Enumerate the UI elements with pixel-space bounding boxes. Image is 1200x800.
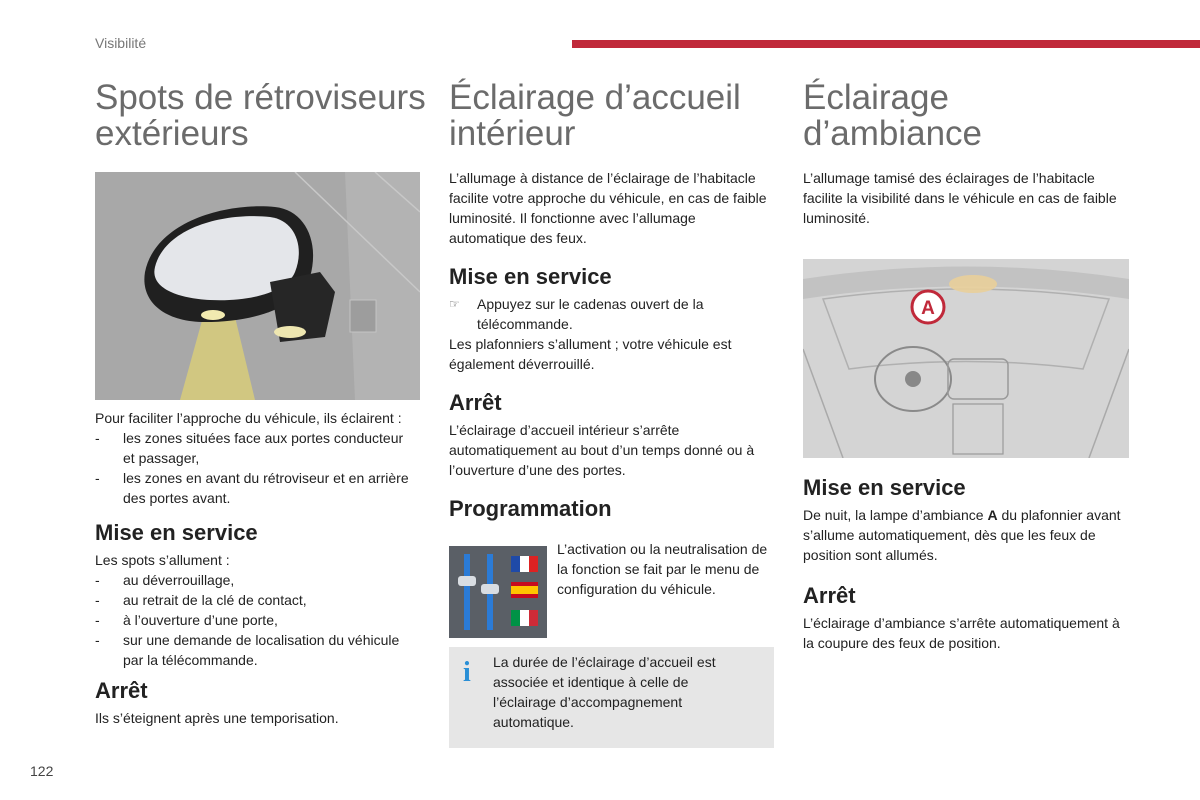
col1-s1-title: Mise en service (95, 520, 258, 545)
col1-s2-title: Arrêt (95, 678, 148, 703)
header-accent-bar (572, 40, 1200, 48)
config-menu-flags-icon (449, 546, 547, 638)
col3-s1-text (803, 505, 1128, 565)
s1-text-bold: A (987, 507, 998, 523)
col1-title: Spots de rétroviseurs extérieurs (95, 78, 426, 153)
list-item: ☞ Appuyez sur le cadenas ouvert de la télécommande. (449, 294, 776, 334)
col2-s1-title: Mise en service (449, 264, 612, 289)
col3-title: Éclairage d’ambiance (803, 78, 982, 153)
column-welcome-lighting (449, 80, 776, 522)
info-icon: i (463, 657, 471, 688)
col2-intro: L’allumage à distance de l’éclairage de l’habitacle facilite votre approche du véhicule, en cas de faible luminosité. Il fonctionne avec l’allumage automatique des feux. (449, 170, 767, 246)
image-label-a: A (921, 298, 935, 319)
column-ambient-lighting (803, 80, 1133, 228)
col2-s1-list (449, 294, 776, 334)
col3-intro: L’allumage tamisé des éclairages de l’habitacle facilite la visibilité dans le véhicule en cas de faible luminosité. (803, 170, 1117, 226)
list-item: - au déverrouillage, (95, 570, 415, 590)
col1-s1-intro: Les spots s’allument : (95, 552, 230, 568)
cabin-interior-illustration (803, 259, 1129, 458)
column-mirror-spots (95, 80, 430, 152)
list-item: - sur une demande de localisation du véhicule par la télécommande. (95, 630, 415, 670)
list-item: - les zones situées face aux portes conducteur et passager, (95, 428, 415, 468)
s1-text-post: du plafonnier avant s’allume automatiquement, dès que les feux de position sont allumés. (803, 507, 1121, 563)
col1-body (95, 408, 415, 728)
col1-intro-list (95, 428, 415, 508)
s1-text-pre: De nuit, la lampe d’ambiance (803, 507, 988, 523)
col2-s1-text: Les plafonniers s’allument ; votre véhicule est également déverrouillé. (449, 336, 732, 372)
mirror-spot-illustration (95, 172, 420, 400)
col2-s2-title: Arrêt (449, 390, 502, 415)
page-number: 122 (30, 763, 54, 779)
col2-s2-text: L’éclairage d’accueil intérieur s’arrête automatiquement au bout d’un temps donné ou à l’ouverture d’une des portes. (449, 422, 755, 478)
info-text: La durée de l’éclairage d’accueil est associée et identique à celle de l’éclairage d’accompagnement automatique. (493, 654, 716, 730)
section-label: Visibilité (95, 35, 147, 51)
col2-s3-title: Programmation (449, 496, 612, 521)
col3-s2-text: L’éclairage d’ambiance s’arrête automatiquement à la coupure des feux de position. (803, 615, 1120, 651)
col3-s2-title: Arrêt (803, 583, 856, 608)
list-item: - les zones en avant du rétroviseur et en arrière des portes avant. (95, 468, 415, 508)
col3-s1-title: Mise en service (803, 475, 966, 500)
col1-intro: Pour faciliter l’approche du véhicule, ils éclairent : (95, 410, 402, 426)
col1-s1-list (95, 570, 415, 670)
list-item: - à l’ouverture d’une porte, (95, 610, 415, 630)
col2-s3-text: L’activation ou la neutralisation de la fonction se fait par le menu de configuration du véhicule. (557, 541, 768, 597)
info-box (449, 647, 774, 748)
col1-s2-text: Ils s’éteignent après une temporisation. (95, 710, 339, 726)
col3-body (803, 475, 1128, 653)
col2-title: Éclairage d’accueil intérieur (449, 78, 741, 153)
list-item: - au retrait de la clé de contact, (95, 590, 415, 610)
